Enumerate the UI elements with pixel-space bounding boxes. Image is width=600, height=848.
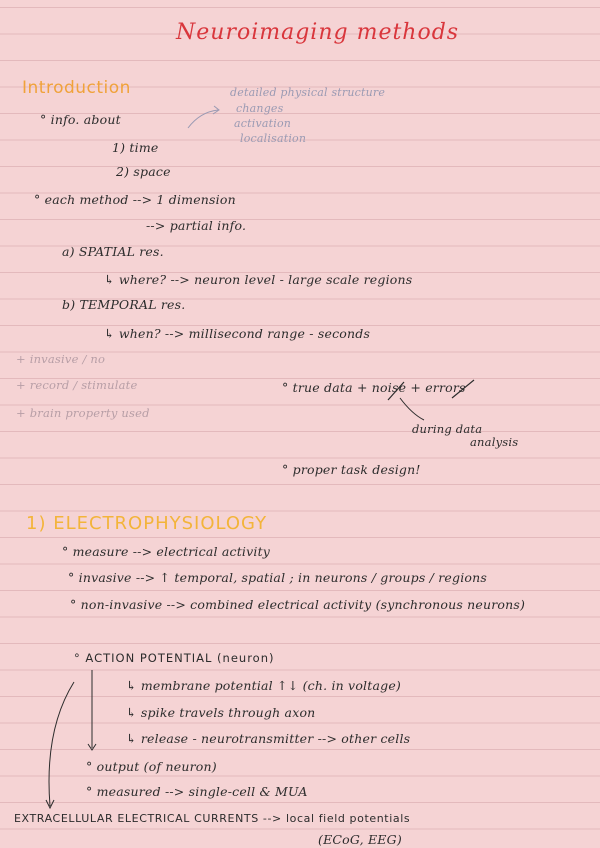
side-note-localisation: localisation	[240, 132, 307, 145]
task-design-line: ° proper task design!	[282, 462, 421, 477]
measured-line: ° measured --> single-cell & MUA	[86, 784, 308, 799]
temporal-heading: b) TEMPORAL res.	[62, 297, 186, 312]
action-potential-heading: ° ACTION POTENTIAL (neuron)	[74, 651, 275, 665]
plus-brain-property: + brain property used	[16, 406, 150, 420]
extracellular-line: EXTRACELLULAR ELECTRICAL CURRENTS --> local field potentials	[14, 812, 411, 825]
info-about-line: ° info. about	[40, 112, 121, 127]
intro-heading: Introduction	[22, 78, 131, 98]
electro-heading: 1) ELECTROPHYSIOLOGY	[26, 513, 268, 534]
plus-record: + record / stimulate	[16, 378, 138, 392]
side-note-arrow	[188, 110, 218, 128]
noninvasive-line: ° non-invasive --> combined electrical activity (synchronous neurons)	[70, 597, 526, 612]
ap-long-arrow	[49, 682, 74, 806]
partial-info-line: --> partial info.	[146, 218, 247, 233]
during-data-label: during data	[412, 422, 483, 436]
membrane-line: ↳ membrane potential ↑↓ (ch. in voltage)	[126, 678, 401, 693]
analysis-label: analysis	[470, 435, 519, 449]
ecog-eeg-line: (ECoG, EEG)	[318, 832, 402, 847]
release-line: ↳ release - neurotransmitter --> other cells	[126, 731, 411, 746]
plus-invasive: + invasive / no	[16, 352, 106, 366]
during-analysis-arrow	[400, 398, 424, 420]
invasive-line: ° invasive --> ↑ temporal, spatial ; in neurons / groups / regions	[68, 570, 487, 585]
space-item: 2) space	[116, 164, 171, 179]
each-method-line: ° each method --> 1 dimension	[34, 192, 236, 207]
measure-line: ° measure --> electrical activity	[62, 544, 271, 559]
side-note-structure: detailed physical structure	[230, 86, 386, 99]
spatial-where-line: ↳ where? --> neuron level - large scale regions	[104, 272, 413, 287]
side-note-changes: changes	[236, 102, 284, 115]
side-note-activation: activation	[234, 117, 292, 130]
spike-line: ↳ spike travels through axon	[126, 705, 316, 720]
true-data-line: ° true data + noise + errors	[282, 380, 466, 395]
page-title: Neuroimaging methods	[176, 20, 460, 45]
spatial-heading: a) SPATIAL res.	[62, 244, 164, 259]
temporal-when-line: ↳ when? --> millisecond range - seconds	[104, 326, 371, 341]
output-line: ° output (of neuron)	[86, 759, 217, 774]
time-item: 1) time	[112, 140, 159, 155]
